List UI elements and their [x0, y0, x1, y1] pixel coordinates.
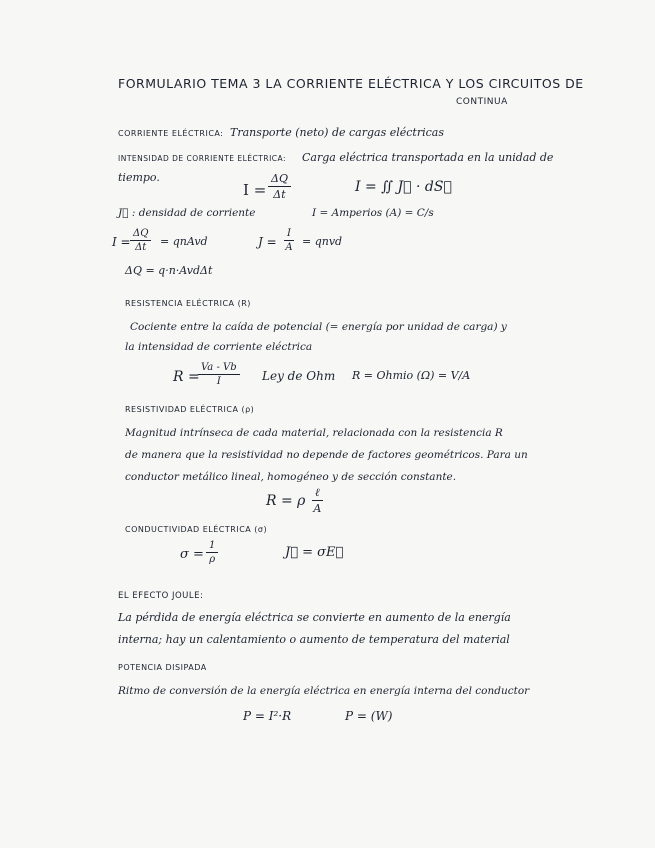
heading-resistividad: RESISTIVIDAD ELÉCTRICA (ρ): [125, 405, 255, 414]
eq-resistividad-lhs: R = ρ: [266, 493, 306, 509]
eq-intensidad-den: Δt: [273, 188, 286, 201]
eq-resistividad-den: A: [313, 502, 322, 515]
eq-ohm-fraction: [198, 362, 240, 387]
corriente-definition: Transporte (neto) de cargas eléctricas: [230, 126, 444, 139]
eq-intensidad-num: ΔQ: [268, 172, 291, 187]
heading-corriente: CORRIENTE ELÉCTRICA:: [118, 129, 224, 138]
eq-i2-den: Δt: [135, 242, 147, 253]
eq-j2-rhs: = qnvd: [302, 235, 343, 248]
eq-conductividad-num: 1: [206, 540, 218, 553]
j-definition: J⃗ : densidad de corriente: [118, 207, 256, 219]
intensidad-definition-2: tiempo.: [118, 171, 160, 184]
resistividad-def-2: de manera que la resistividad no depende de factores geométricos. Para un: [125, 449, 528, 461]
eq-delta-q: ΔQ = q·n·AvdΔt: [125, 264, 213, 277]
eq-ohm-microscopic: J⃗ = σE⃗: [285, 545, 344, 560]
potencia-units: P = (W): [345, 709, 393, 723]
heading-conductividad: CONDUCTIVIDAD ELÉCTRICA (σ): [125, 525, 268, 534]
eq-i2-lhs: I =: [112, 235, 131, 249]
eq-conductividad-den: ρ: [209, 554, 216, 565]
eq-j2-fraction: [284, 228, 294, 253]
amperio-units: I = Amperios (A) = C/s: [312, 207, 434, 219]
intensidad-definition: Carga eléctrica transportada en la unidad de: [302, 151, 554, 164]
resistencia-def-1: Cociente entre la caída de potencial (= energía por unidad de carga) y: [130, 321, 507, 333]
heading-intensidad: INTENSIDAD DE CORRIENTE ELÉCTRICA:: [118, 154, 287, 163]
ohm-units: R = Ohmio (Ω) = V/A: [352, 369, 471, 382]
eq-resistividad-num: ℓ: [312, 486, 323, 501]
heading-joule: EL EFECTO JOULE:: [118, 591, 204, 601]
eq-i2-fraction: [130, 228, 151, 253]
eq-conductividad-fraction: [206, 540, 218, 565]
eq-conductividad-lhs: σ =: [180, 547, 204, 562]
eq-intensidad-fraction: [268, 172, 291, 201]
heading-resistencia: RESISTENCIA ELÉCTRICA (R): [125, 299, 251, 308]
eq-j2-lhs: J =: [258, 235, 277, 249]
resistencia-def-2: la intensidad de corriente eléctrica: [125, 341, 313, 353]
eq-i2-rhs: = qnAvd: [160, 235, 208, 248]
potencia-definition: Ritmo de conversión de la energía eléctrica en energía interna del conductor: [118, 685, 530, 697]
resistividad-def-3: conductor metálico lineal, homogéneo y de sección constante.: [125, 471, 457, 483]
eq-i2-num: ΔQ: [130, 228, 151, 241]
eq-ohm-den: I: [216, 376, 221, 387]
eq-j2-num: I: [284, 228, 294, 241]
eq-ohm-num: Va - Vb: [198, 362, 240, 375]
page-title-continuation: CONTINUA: [456, 97, 508, 107]
eq-ohm-lhs: R =: [173, 369, 200, 385]
ley-ohm-label: Ley de Ohm: [262, 369, 336, 383]
joule-def-2: interna; hay un calentamiento o aumento de temperatura del material: [118, 633, 510, 646]
eq-j2-den: A: [285, 242, 293, 253]
eq-intensidad-lhs: I =: [243, 181, 267, 199]
eq-potencia: P = I²·R: [243, 709, 292, 723]
page-title: FORMULARIO TEMA 3 LA CORRIENTE ELÉCTRICA Y LOS CIRCUITOS DE: [118, 76, 584, 91]
resistividad-def-1: Magnitud intrínseca de cada material, relacionada con la resistencia R: [125, 427, 503, 439]
joule-def-1: La pérdida de energía eléctrica se convierte en aumento de la energía: [118, 611, 511, 624]
eq-resistividad-fraction: [312, 486, 323, 515]
heading-potencia: POTENCIA DISIPADA: [118, 663, 207, 672]
eq-flux: I = ∬ J⃗ · dS⃗: [355, 179, 452, 195]
